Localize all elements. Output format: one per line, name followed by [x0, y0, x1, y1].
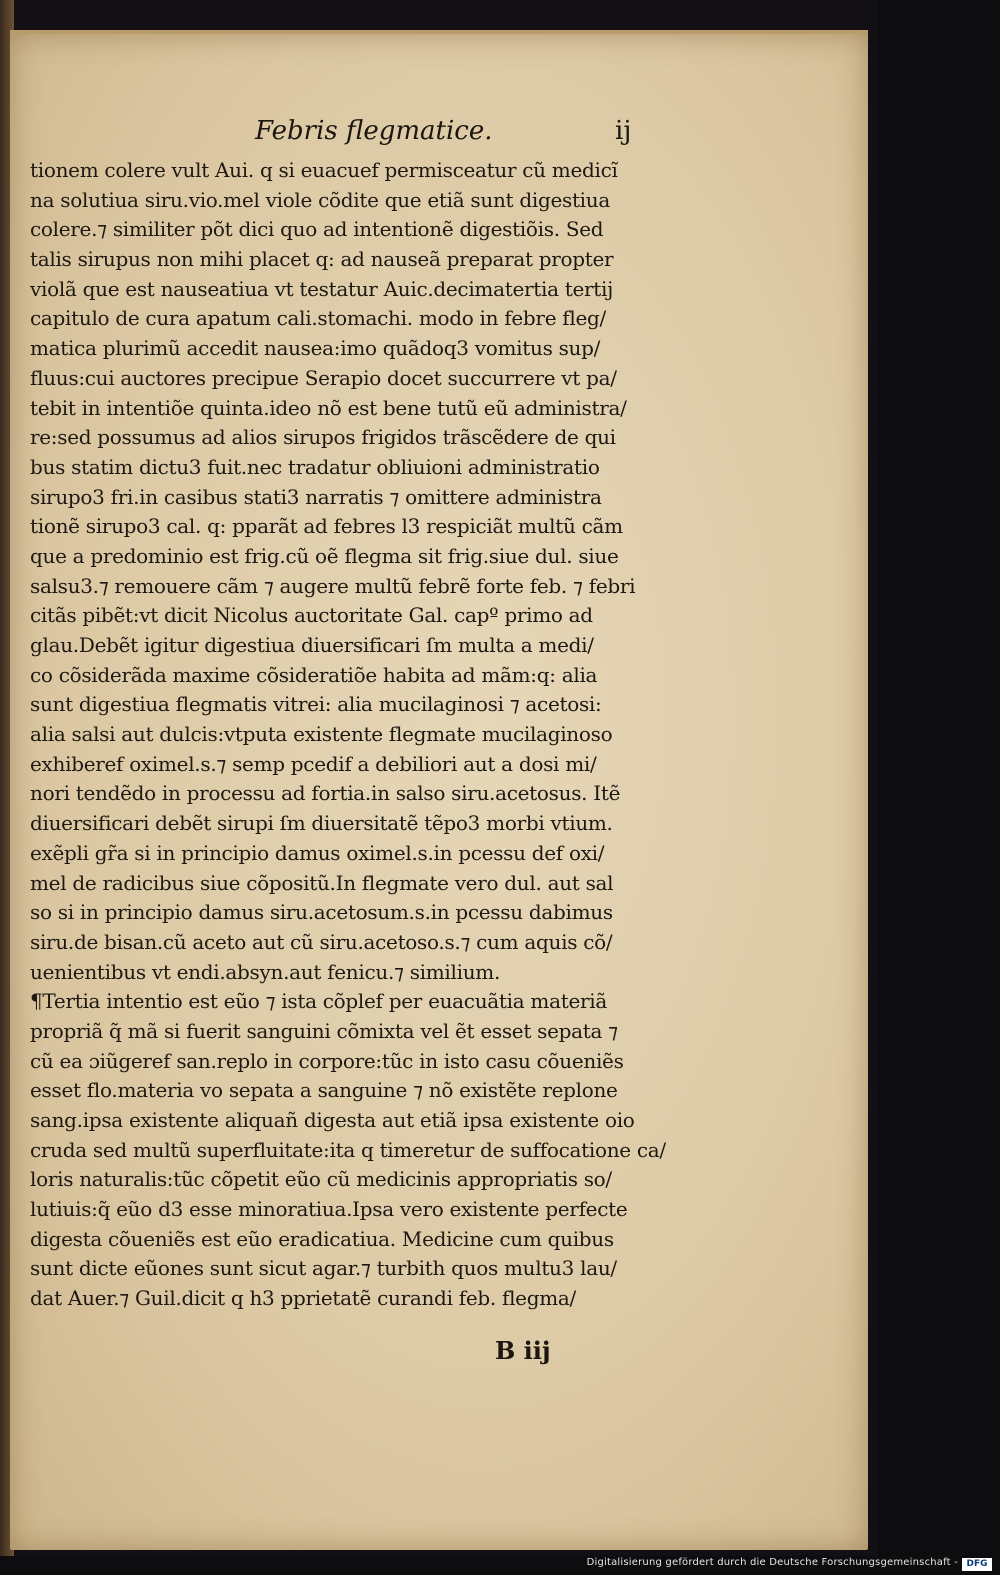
- funding-credit: Digitalisierung gefördert durch die Deutsche Forschungsgemeinschaft -: [586, 1557, 958, 1568]
- signature-mark: B iij: [495, 1336, 551, 1365]
- text-line: colere.⁊ similiter põt dici quo ad intentionẽ digestiõis. Sed: [30, 217, 604, 242]
- text-line: glau.Debẽt igitur digestiua diuersificari ſm multa a medi/: [30, 633, 594, 657]
- running-title: Febris flegmatice.: [255, 116, 493, 146]
- text-line: lutiuis:q̃ eũo d3 esse minoratiua.Ipsa vero existente perfecte: [30, 1197, 628, 1222]
- text-line: bus statim dictu3 fuit.nec tradatur obliuioni administratio: [30, 454, 600, 479]
- text-line: sirupo3 fri.in casibus stati3 narratis ⁊ omittere administra: [30, 484, 602, 509]
- text-line: exẽpli gr̃a si in principio damus oximel.s.in pcessu def oxi/: [30, 840, 605, 865]
- text-line: violã que est nauseatiua vt testatur Auic.decimatertia tertij: [30, 276, 614, 301]
- text-line: alia salsi aut dulcis:vtputa existente flegmate mucilaginoso: [30, 722, 613, 747]
- text-line: nori tendẽdo in processu ad fortia.in salso siru.acetosus. Itẽ: [30, 781, 621, 806]
- text-line: talis sirupus non mihi placet q: ad nauseã preparat propter: [30, 247, 614, 272]
- text-line: siru.de bisan.cũ aceto aut cũ siru.acetoso.s.⁊ cum aquis cõ/: [30, 929, 613, 954]
- text-line: digesta cõueniẽs est eũo eradicatiua. Medicine cum quibus: [30, 1226, 614, 1251]
- text-line: exhiberef oximel.s.⁊ semp pcedif a debiliori aut a dosi mi/: [30, 751, 597, 776]
- text-line: tionem colere vult Aui. q si euacuef permisceatur cũ medicĩ: [30, 158, 618, 182]
- text-line: que a predominio est frig.cũ oẽ flegma sit frig.siue dul. siue: [30, 543, 619, 568]
- text-line: sunt dicte eũones sunt sicut agar.⁊ turbith quos multu3 lau/: [30, 1256, 617, 1281]
- text-line: dat Auer.⁊ Guil.dicit q h3 pprietatẽ curandi feb. flegma/: [30, 1286, 576, 1311]
- text-line: cruda sed multũ superfluitate:ita q timeretur de suffocatione ca/: [30, 1137, 666, 1162]
- text-line: na solutiua siru.vio.mel viole cõdite que etiã sunt digestiua: [30, 187, 610, 212]
- text-line: loris naturalis:tũc cõpetit eũo cũ medicinis appropriatis so/: [30, 1167, 612, 1192]
- text-line: sunt digestiua flegmatis vitrei: alia mucilaginosi ⁊ acetosi:: [30, 692, 602, 717]
- dfg-logo: DFG: [962, 1558, 992, 1571]
- footer-bar: [0, 1556, 1000, 1575]
- text-line: matica plurimũ accedit nausea:imo quãdoq3 vomitus sup/: [30, 336, 601, 361]
- text-line: capitulo de cura apatum cali.stomachi. modo in febre fleg/: [30, 306, 606, 331]
- text-line: mel de radicibus siue cõpositũ.In flegmate vero dul. aut sal: [30, 870, 614, 895]
- text-line: ¶Tertia intentio est eũo ⁊ ista cõplef per euacuãtia materiã: [30, 989, 607, 1014]
- text-line: propriã q̃ mã si fuerit sanguini cõmixta vel ẽt esset sepata ⁊: [30, 1018, 618, 1043]
- text-line: tebit in intentiõe quinta.ideo nõ est bene tutũ eũ administra/: [30, 395, 627, 420]
- folio-number: ij: [615, 116, 632, 146]
- text-line: so si in principio damus siru.acetosum.s.in pcessu dabimus: [30, 900, 613, 925]
- text-line: esset flo.materia vo sepata a sanguine ⁊ nõ existẽte replone: [30, 1078, 618, 1103]
- page-header: [255, 116, 675, 156]
- text-line: fluus:cui auctores precipue Serapio docet succurrere vt pa/: [30, 365, 617, 390]
- text-line: diuersificari debẽt sirupi ſm diuersitatẽ tẽpo3 morbi vtium.: [30, 811, 613, 836]
- text-line: co cõsiderãda maxime cõsideratiõe habita ad mãm:q: alia: [30, 662, 598, 687]
- text-line: uenientibus vt endi.absyn.aut fenicu.⁊ similium.: [30, 959, 501, 984]
- text-line: citãs pibẽt:vt dicit Nicolus auctoritate Gal. capº primo ad: [30, 603, 593, 628]
- text-line: sang.ipsa existente aliquañ digesta aut etiã ipsa existente oio: [30, 1108, 635, 1132]
- text-line: cũ ea ɔiũgeref san.replo in corpore:tũc in isto casu cõueniẽs: [30, 1048, 624, 1073]
- text-line: re:sed possumus ad alios sirupos frigidos trãscẽdere de qui: [30, 425, 616, 450]
- text-line: salsu3.⁊ remouere cãm ⁊ augere multũ febrẽ forte feb. ⁊ febri: [30, 573, 636, 598]
- body-text: [30, 156, 690, 1314]
- text-line: tionẽ sirupo3 cal. q: pparãt ad febres l3 respiciãt multũ cãm: [30, 514, 623, 539]
